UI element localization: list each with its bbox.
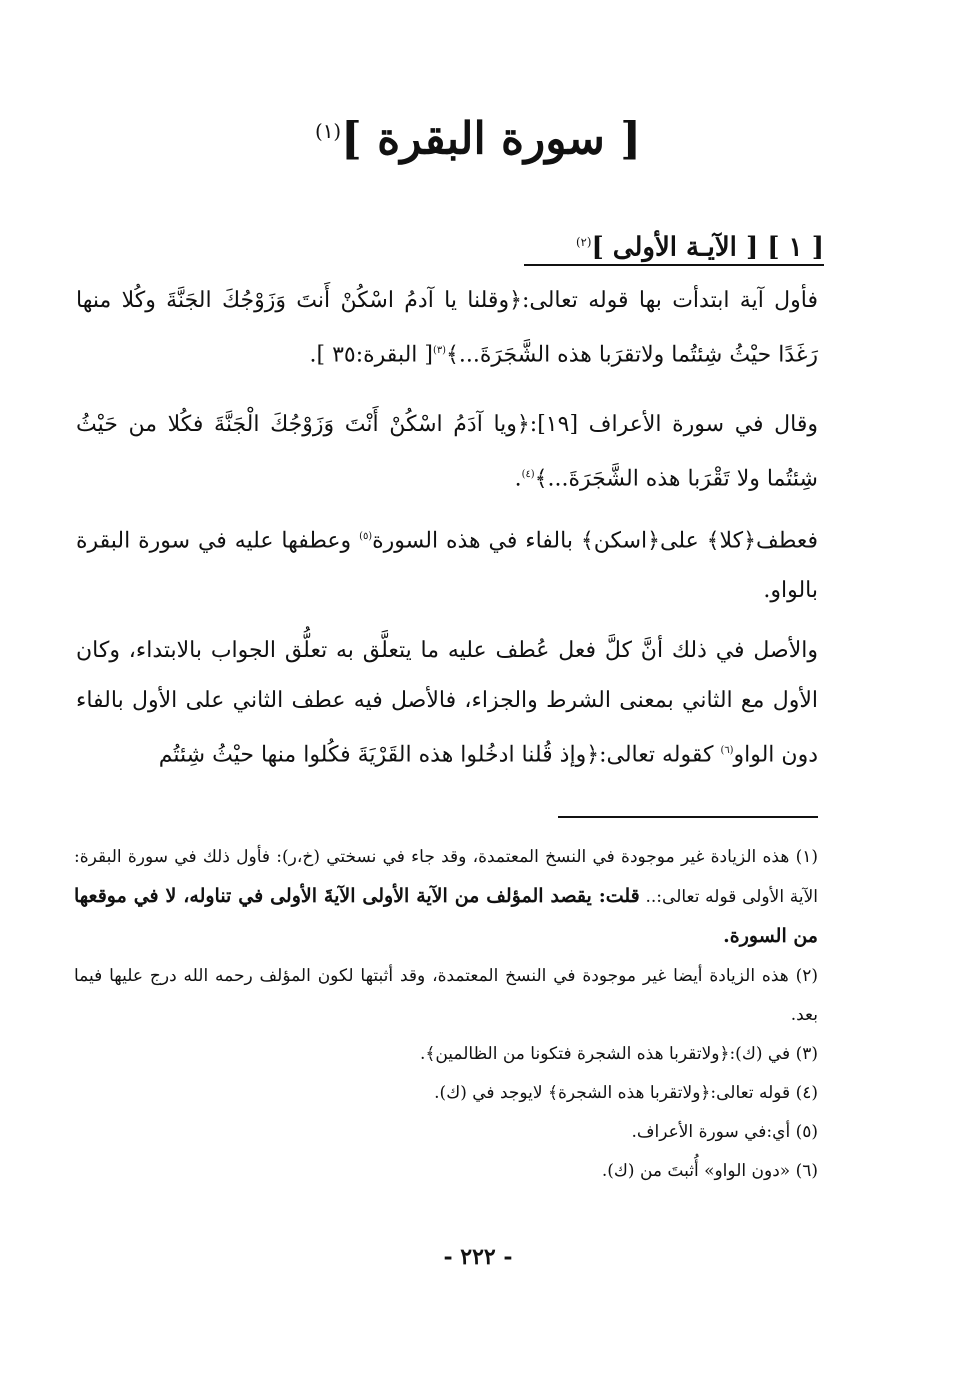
section-heading-text: [ ١ ] [ الآيـة الأولى ] [591, 232, 824, 263]
paragraph-3-footnote-ref: (٥) [359, 531, 373, 542]
footnote-separator [558, 816, 818, 818]
footnotes [74, 838, 818, 1191]
paragraph-2 [76, 400, 818, 504]
footnote-1-text: هذه الزيادة غير موجودة في النسخ المعتمدة، وقد جاء في نسختي (خ،ر): فأول ذلك في سورة البقرة: الآية الأولى قوله تعالى:.. [74, 847, 819, 907]
paragraph-4 [76, 626, 818, 780]
section-heading-footnote-ref: (٢) [576, 235, 592, 249]
footnote-5 [74, 1113, 818, 1152]
paragraph-4-footnote-ref: (٦) [720, 745, 734, 756]
surah-title [0, 100, 956, 172]
surah-title-footnote-ref: (١) [314, 120, 342, 143]
footnote-3-number: (٣) [795, 1044, 818, 1064]
footnote-4-number: (٤) [795, 1083, 818, 1103]
paragraph-2-footnote-ref: (٤) [521, 469, 535, 480]
footnote-6 [74, 1152, 818, 1191]
paragraph-2-tail: . [514, 466, 522, 492]
footnote-1-bold-note: قلت: يقصد المؤلف من الآية الأولى الآيةَ الأولى في تناوله، لا في موقعها من السورة. [74, 885, 818, 947]
section-heading [524, 220, 824, 270]
footnote-2 [74, 957, 818, 1035]
footnote-2-text: هذه الزيادة أيضا غير موجودة في النسخ المعتمدة، وقد أثبتها لكون المؤلف رحمه الله درج عليها فيما بعد. [74, 966, 818, 1025]
paragraph-4-tail: كقوله تعالى:﴿وإذ قُلنا ادخُلوا هذه القَرْيَةَ فكُلوا منها حيْثُ شِئتُم [158, 742, 714, 768]
footnote-1 [74, 838, 818, 957]
section-underline [524, 264, 824, 266]
footnote-5-text: أي:في سورة الأعراف. [631, 1122, 791, 1142]
footnote-3 [74, 1035, 818, 1074]
paragraph-3-tail: وعطفها عليه في سورة البقرة بالواو. [76, 528, 818, 604]
paragraph-1 [76, 276, 818, 380]
surah-title-text: [ سورة البقرة ] [341, 113, 642, 165]
footnote-3-text: في (ك):﴿ولاتقربا هذه الشجرة فتكونا من الظالمين﴾. [419, 1044, 791, 1064]
paragraph-4-text: والأصل في ذلك أنَّ كلَّ فعل عُطف عليه ما يتعلَّق به تعلُّق الجواب بالابتداء، وكان الأول مع الثاني بمعنى الشرط والجزاء، فالأصل فيه عطف الثاني على الأول بالفاء دون الواو [76, 638, 818, 768]
footnote-6-number: (٦) [795, 1161, 818, 1181]
footnote-6-text: «دون الواو» أُثبتَ من (ك). [601, 1161, 791, 1181]
paragraph-1-footnote-ref: (٣) [432, 345, 447, 356]
footnote-2-number: (٢) [795, 966, 819, 986]
footnote-1-number: (١) [795, 847, 819, 867]
footnote-4 [74, 1074, 818, 1113]
paragraph-2-text: وقال في سورة الأعراف [١٩]:﴿ويا آدَمُ اسْكُنْ أَنْتَ وَزَوْجُكَ الْجَنَّةَ فكُلا من حَيْثُ شِئتُما ولا تَقْرَبا هذه الشَّجَرَةَ...﴾ [76, 412, 818, 492]
paragraph-1-text: فأول آية ابتدأت بها قوله تعالى:﴿وقلنا يا آدمُ اسْكُنْ أَنتَ وَزَوْجُكَ الجَنَّةَ وكُلا منها رَغَدًا حيْثُ شِئتُما ولاتقرَبا هذه الشَّجَرَةَ...﴾ [76, 288, 818, 368]
paragraph-3-text: فعطف﴿كلا﴾ على﴿اسكن﴾ بالفاء في هذه السورة [372, 528, 818, 554]
paragraph-3 [76, 512, 818, 616]
footnote-4-text: قوله تعالى:﴿ولاتقربا هذه الشجرة﴾ لايوجد في (ك). [434, 1083, 791, 1103]
page-number: - ٢٢٢ - [443, 1244, 513, 1270]
footnote-5-number: (٥) [795, 1122, 818, 1142]
paragraph-1-citation: [ البقرة:٣٥ ]. [309, 342, 433, 368]
